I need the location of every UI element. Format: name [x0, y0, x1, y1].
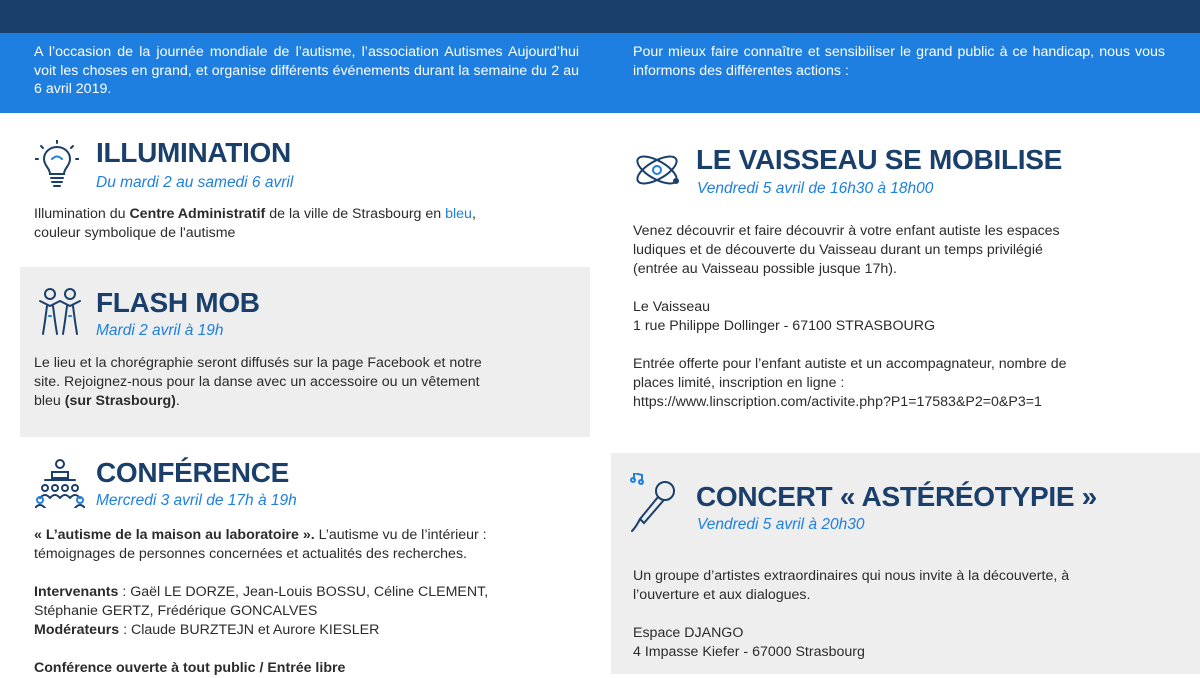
lightbulb-icon — [35, 140, 79, 190]
illumination-title: ILLUMINATION — [96, 137, 291, 168]
top-banner — [0, 0, 1200, 33]
flashmob-title: FLASH MOB — [96, 287, 260, 318]
vaisseau-url[interactable]: https://www.linscription.com/activite.php?P1=17583&P2=0&P3=1 — [633, 394, 1042, 410]
flashmob-text: Le lieu et la chorégraphie seront diffusés sur la page Facebook et notre site. Rejoignez-nous pour la danse avec un accessoire ou un vêtement bleu (sur Strasbourg). — [34, 355, 482, 409]
concert-text: Un groupe d’artistes extraordinaires qui nous invite à la découverte, à l’ouverture et aux dialogues. Espace DJANGO 4 Impasse Kiefer - 67000 Strasbourg — [633, 568, 1070, 660]
concert-title: CONCERT « ASTÉRÉOTYPIE » — [696, 481, 1097, 512]
conference-title: CONFÉRENCE — [96, 457, 290, 488]
intro-banner — [0, 33, 1200, 113]
conference-text: « L’autisme de la maison au laboratoire ». L’autisme vu de l’intérieur : témoignages de personnes concernées et actualités des recherches. Intervenants : Gaël LE DORZE, Jean-Louis BOSSU, Céline CLEMENT, Stéphanie GERTZ, Frédérique GONCALVES Modérateurs : Claude BURZTEJN et Aurore KIESLER Conférence ouverte à tout public / Entrée libre — [34, 527, 489, 676]
atom-icon — [632, 145, 682, 195]
illumination-date: Du mardi 2 au samedi 6 avril — [96, 174, 294, 191]
microphone-icon — [630, 473, 680, 533]
dancers-icon — [35, 286, 85, 336]
flashmob-date: Mardi 2 avril à 19h — [96, 322, 224, 339]
conference-date: Mercredi 3 avril de 17h à 19h — [96, 492, 297, 509]
audience-icon — [35, 458, 85, 508]
illumination-text: Illumination du Centre Administratif de la ville de Strasbourg en bleu, couleur symbolique de l'autisme — [34, 206, 476, 241]
concert-date: Vendredi 5 avril à 20h30 — [697, 516, 865, 533]
vaisseau-title: LE VAISSEAU SE MOBILISE — [696, 144, 1062, 175]
intro-left-text: A l’occasion de la journée mondiale de l’autisme, l’association Autismes Aujourd’hui voit les choses en grand, et organise différents événements durant la semaine du 2 au 6 avril 2019. — [34, 44, 579, 97]
intro-right-text: Pour mieux faire connaître et sensibiliser le grand public à ce handicap, nous vous informons des différentes actions : — [633, 44, 1165, 79]
vaisseau-date: Vendredi 5 avril de 16h30 à 18h00 — [697, 180, 934, 197]
vaisseau-text: Venez découvrir et faire découvrir à votre enfant autiste les espaces ludiques et de découverte du Vaisseau durant un temps privilégié (entrée au Vaisseau possible jusque 17h). Le Vaisseau 1 rue Philippe Dollinger - 67100 STRASBOURG Entrée offerte pour l’enfant autiste et un accompagnateur, nombre de places limité, inscription en ligne : https://www.linscription.com/activite.php?P1=17583&P2=0&P3=1 — [633, 222, 1165, 412]
